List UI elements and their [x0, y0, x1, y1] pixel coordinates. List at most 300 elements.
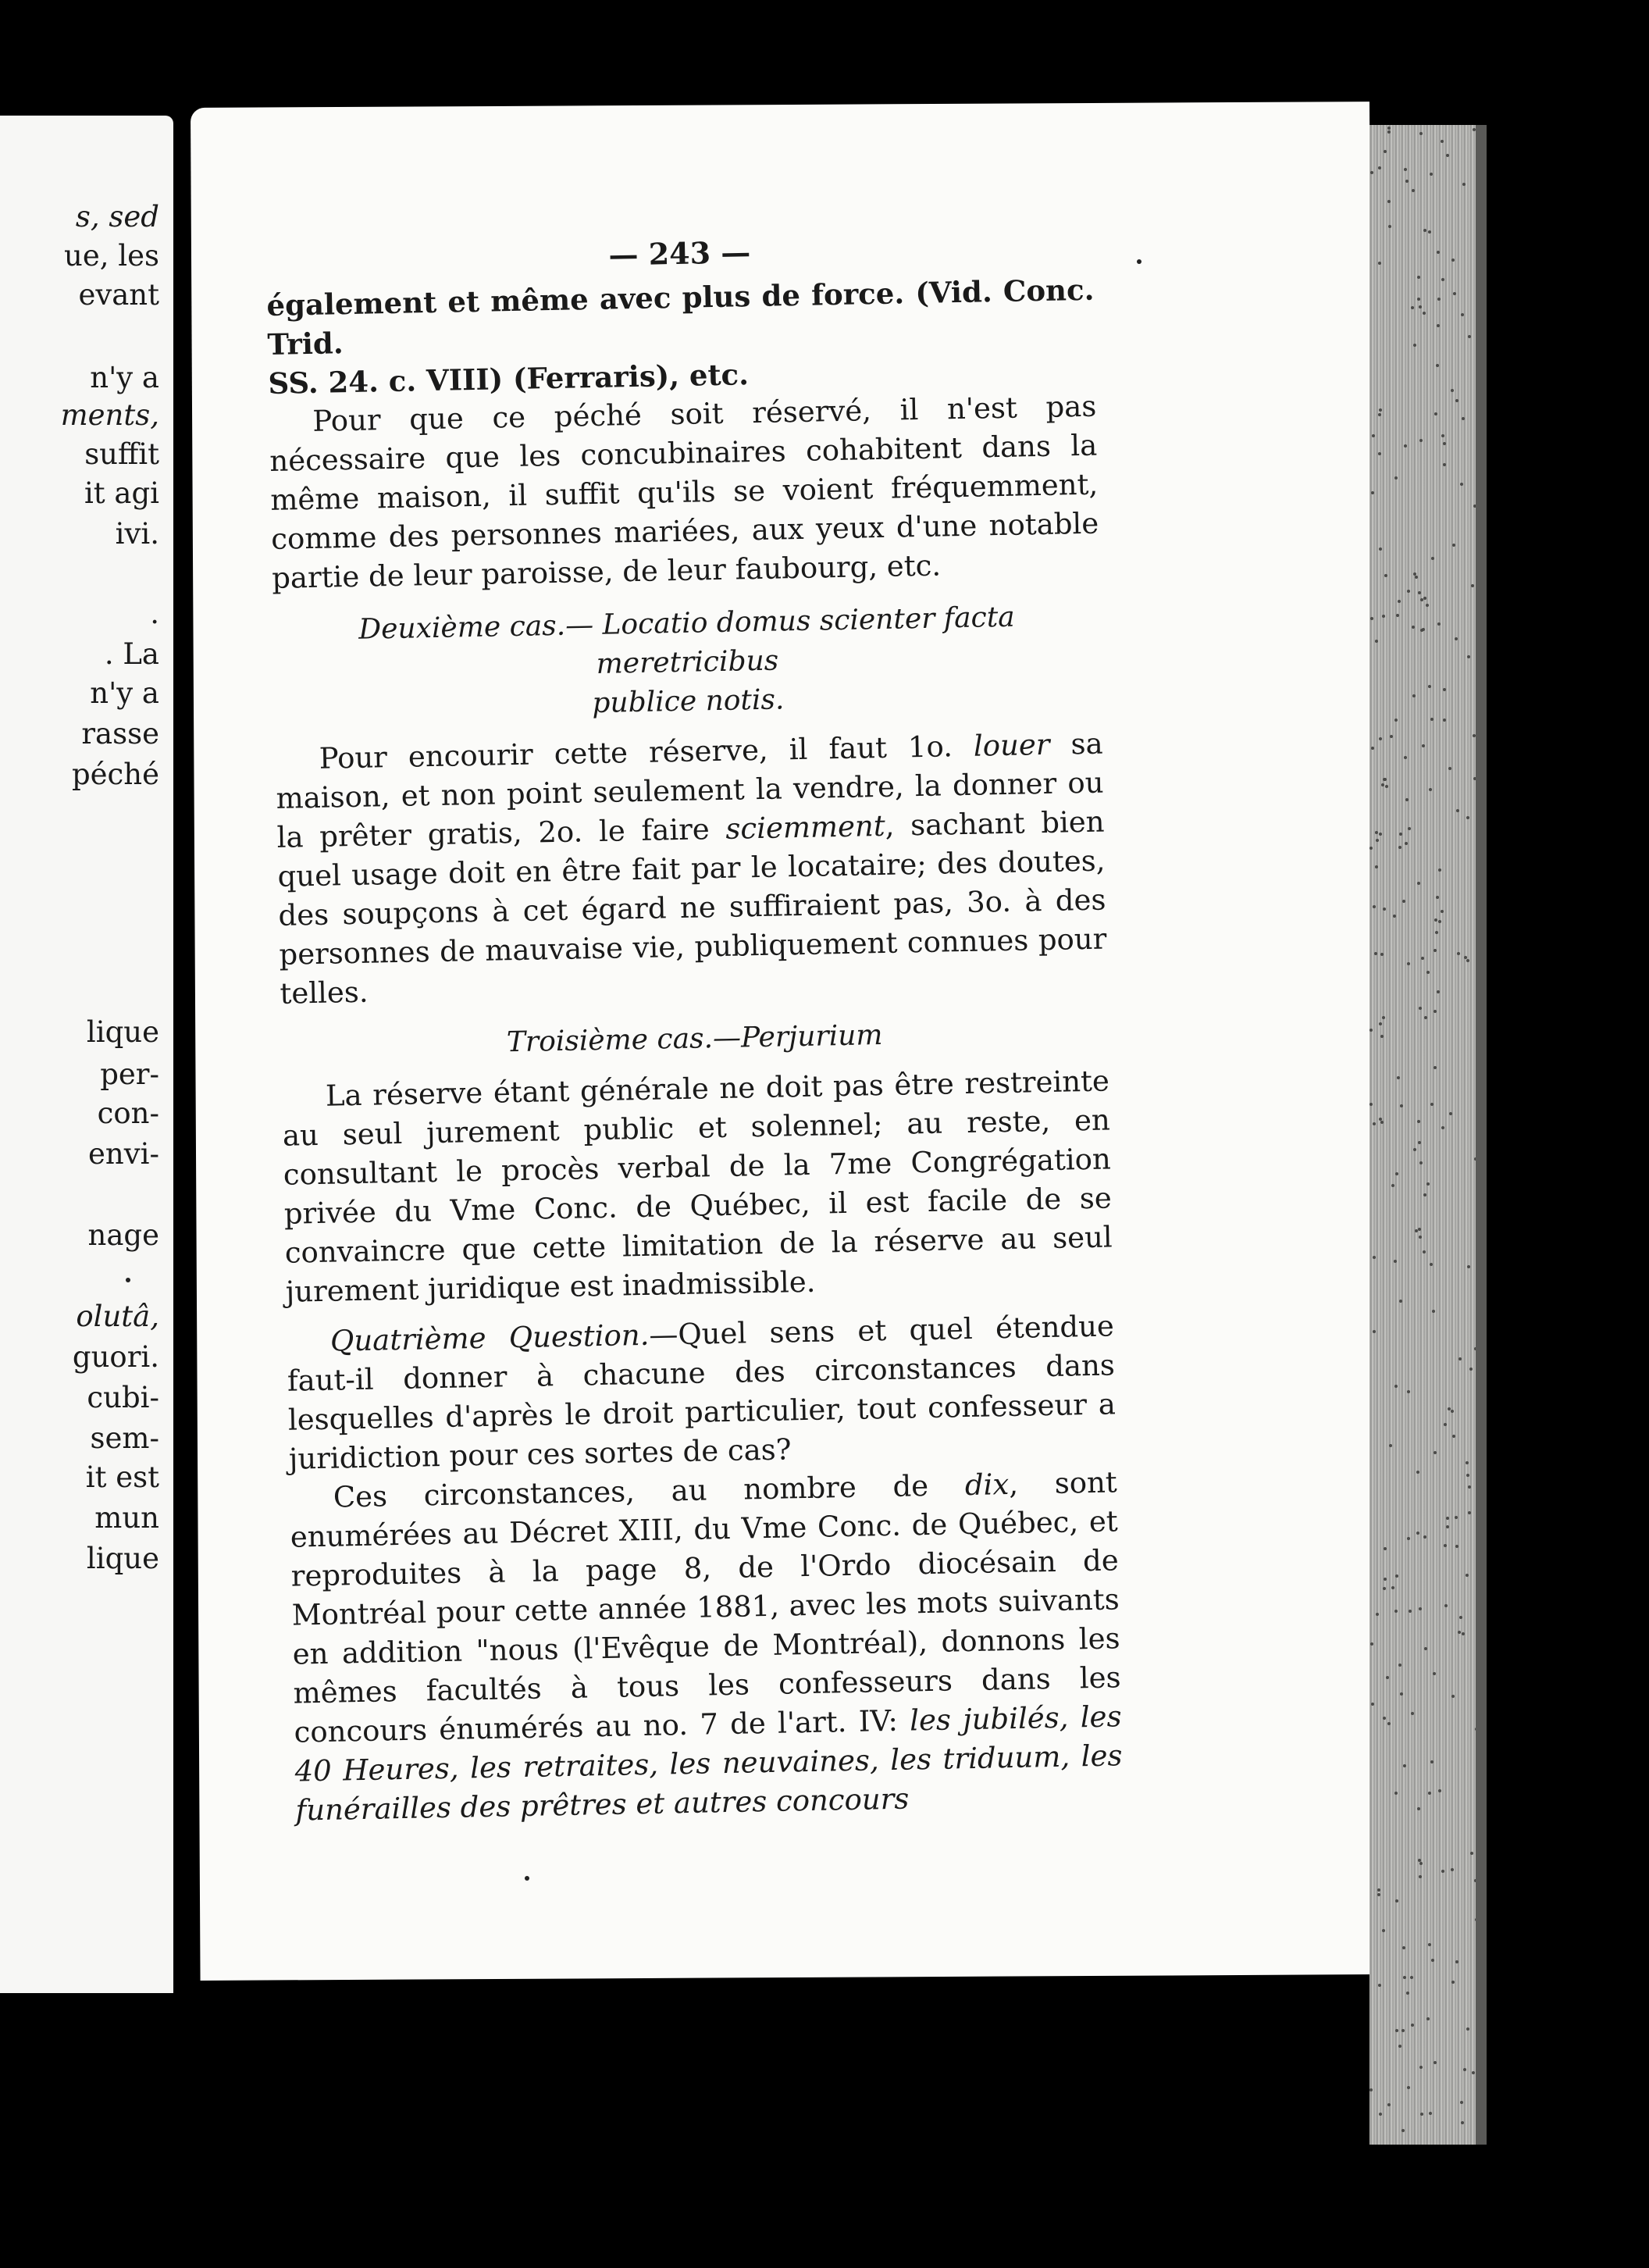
edge-speck — [1409, 1610, 1412, 1613]
paragraph-3-part-b: sa maison, et non point seulement la vendre, la donner ou la prêter gratis, 2o. le faire — [276, 726, 1104, 854]
edge-speck — [1376, 1613, 1379, 1616]
edge-speck — [1430, 1760, 1434, 1763]
edge-speck — [1424, 1647, 1427, 1650]
left-page-fragment: envi- — [88, 1137, 159, 1171]
edge-speck — [1441, 278, 1444, 281]
edge-speck — [1466, 2027, 1469, 2031]
edge-speck — [1394, 476, 1398, 480]
edge-speck — [1373, 1330, 1376, 1333]
edge-speck — [1403, 1764, 1406, 1767]
edge-speck — [1459, 1616, 1462, 1619]
edge-speck — [1448, 1407, 1451, 1410]
edge-speck — [1467, 655, 1470, 658]
edge-speck — [1396, 614, 1399, 617]
edge-speck — [1418, 591, 1421, 594]
paragraph-2: Pour que ce péché soit réservé, il n'est pas nécessaire que les concubinaires cohabitent dans la même maison, il suffit qu'ils se voient fréquemment, comme des personnes mariées, aux yeux d'une notable partie de leur paroisse, de leur faubourg, etc. — [269, 389, 1099, 595]
edge-speck — [1423, 312, 1426, 315]
left-page-fragment: ments, — [60, 398, 159, 432]
edge-speck — [1430, 1263, 1433, 1266]
edge-speck — [1446, 154, 1449, 157]
edge-speck — [1379, 408, 1382, 412]
edge-speck — [1419, 1607, 1422, 1610]
edge-speck — [1455, 1960, 1458, 1963]
edge-speck — [1369, 2088, 1373, 2091]
edge-speck — [1455, 1516, 1458, 1519]
edge-speck — [1468, 335, 1471, 338]
edge-speck — [1430, 1103, 1434, 1106]
left-page-fragment: s, sed — [75, 200, 159, 234]
edge-speck — [1458, 1357, 1462, 1360]
edge-speck — [1369, 1103, 1373, 1106]
edge-speck — [1431, 557, 1434, 560]
edge-speck — [1380, 1121, 1384, 1124]
edge-speck — [1436, 364, 1439, 367]
left-page-fragment: it agi — [84, 476, 159, 510]
edge-speck — [1461, 313, 1464, 316]
edge-speck — [1387, 130, 1391, 134]
edge-speck — [1407, 590, 1410, 593]
heading-deuxieme-cas — [272, 597, 1102, 729]
edge-speck — [1419, 1236, 1422, 1239]
edge-speck — [1466, 816, 1469, 819]
edge-speck — [1434, 918, 1437, 922]
edge-speck — [1462, 1632, 1465, 1635]
edge-speck — [1398, 2045, 1401, 2048]
edge-speck — [1405, 842, 1408, 845]
edge-speck — [1383, 908, 1386, 911]
edge-speck — [1375, 865, 1378, 868]
edge-speck — [1451, 1410, 1454, 1413]
edge-speck — [1384, 150, 1387, 153]
edge-speck — [1451, 259, 1455, 262]
left-page-fragment: n'y a — [90, 676, 159, 710]
edge-speck — [1437, 990, 1440, 993]
left-page-fragment: con- — [97, 1097, 159, 1130]
edge-speck — [1441, 434, 1444, 437]
edge-speck — [1443, 688, 1446, 691]
edge-speck — [1463, 2068, 1466, 2071]
paragraph-3-sciemment: sciemment — [725, 808, 886, 846]
edge-speck — [1378, 1984, 1381, 1987]
edge-speck — [1407, 2086, 1410, 2089]
paragraph-1 — [266, 270, 1096, 403]
edge-speck — [1385, 785, 1388, 788]
left-page-fragment: olutâ, — [76, 1300, 159, 1333]
edge-speck — [1417, 1807, 1420, 1810]
edge-speck — [1467, 1265, 1470, 1268]
edge-speck — [1383, 1717, 1386, 1720]
edge-speck — [1394, 1792, 1398, 1795]
edge-speck — [1382, 615, 1385, 618]
paragraph-1-line-2: SS. 24. c. VIII) (Ferraris), etc. — [268, 357, 750, 401]
left-page-fragment: suffit — [84, 437, 159, 471]
edge-speck — [1387, 2103, 1391, 2106]
edge-speck — [1441, 910, 1444, 913]
edge-speck — [1437, 324, 1440, 327]
edge-speck — [1379, 737, 1382, 740]
edge-speck — [1394, 1385, 1398, 1388]
edge-speck — [1429, 2112, 1432, 2115]
edge-speck — [1426, 2017, 1430, 2020]
paragraph-5-part-b: , sont enumérées au Décret XIII, du Vme Conc. de Québec, et reproduites à la page 8, de l'Ordo diocésain de Montréal pour cette année 1881, avec les mots suivants en addition "nous (l'Evêque de Montréal), donnons les mêmes facultés à tous les confesseurs dans les concours énumérés au no. 7 de l'art. IV: — [290, 1465, 1121, 1749]
paragraph-5-dix: dix — [964, 1467, 1010, 1503]
left-page-fragment: ivi. — [115, 517, 159, 551]
edge-speck — [1460, 2101, 1463, 2104]
edge-speck — [1404, 444, 1407, 448]
edge-speck — [1403, 1976, 1406, 1979]
heading-troisieme-cas: Troisième cas.—Perjurium — [506, 1019, 883, 1059]
edge-speck — [1421, 957, 1424, 960]
edge-speck — [1399, 1300, 1402, 1303]
edge-speck — [1434, 1066, 1437, 1069]
edge-speck — [1401, 2129, 1405, 2132]
edge-speck — [1466, 1461, 1469, 1464]
left-page-fragment: evant — [78, 278, 159, 312]
edge-speck — [1393, 915, 1396, 918]
edge-speck — [1379, 1022, 1382, 1025]
edge-speck — [1418, 1228, 1421, 1231]
edge-speck — [1423, 1250, 1426, 1253]
edge-speck — [1462, 183, 1466, 186]
edge-speck — [1419, 2066, 1423, 2069]
edge-speck — [1469, 1368, 1473, 1371]
edge-speck — [1417, 298, 1420, 301]
edge-speck — [1384, 778, 1387, 781]
paragraph-3-part-c: , sachant bien quel usage doit en être fait par le locataire; des doutes, des soupçons à cet égard ne suffiraient pas, 3o. à des personnes de mauvaise vie, publiquement connues pour telles. — [277, 804, 1107, 1011]
edge-speck — [1395, 1172, 1398, 1175]
edge-speck — [1437, 251, 1440, 254]
edge-speck — [1373, 1256, 1376, 1259]
edge-speck — [1434, 412, 1437, 415]
edge-speck — [1462, 417, 1465, 420]
edge-speck — [1388, 225, 1391, 228]
edge-speck — [1378, 413, 1381, 416]
edge-speck — [1382, 1016, 1385, 1019]
edge-speck — [1434, 949, 1437, 952]
edge-speck — [1457, 952, 1460, 955]
edge-speck — [1376, 839, 1379, 842]
edge-speck — [1399, 833, 1402, 836]
edge-speck — [1441, 140, 1444, 143]
edge-speck — [1419, 1875, 1422, 1878]
edge-speck — [1391, 1586, 1394, 1589]
edge-speck — [1413, 1148, 1416, 1151]
edge-speck — [1412, 189, 1415, 192]
edge-speck — [1470, 1852, 1473, 1855]
edge-speck — [1408, 827, 1411, 830]
edge-speck — [1428, 1792, 1431, 1795]
edge-speck — [1395, 1899, 1398, 1902]
edge-speck — [1394, 1610, 1398, 1613]
edge-speck — [1451, 1868, 1454, 1871]
edge-speck — [1411, 1712, 1414, 1715]
edge-speck — [1411, 2024, 1414, 2027]
edge-speck — [1382, 1929, 1385, 1932]
edge-speck — [1417, 276, 1420, 279]
edge-speck — [1404, 168, 1407, 171]
left-page-fragment: péché — [71, 758, 159, 791]
edge-speck — [1416, 1471, 1419, 1474]
question-4-label: Quatrième Question. — [329, 1318, 650, 1358]
edge-speck — [1413, 344, 1416, 347]
edge-speck — [1384, 1578, 1387, 1581]
edge-speck — [1379, 1118, 1382, 1121]
edge-speck — [1404, 756, 1407, 759]
edge-speck — [1375, 640, 1378, 643]
edge-speck — [1415, 576, 1418, 579]
edge-speck — [1443, 442, 1446, 445]
edge-speck — [1451, 1981, 1455, 1984]
edge-speck — [1401, 2029, 1405, 2032]
left-page-fragment: cubi- — [87, 1381, 159, 1414]
edge-speck — [1444, 1544, 1447, 1547]
edge-speck — [1428, 685, 1431, 688]
edge-speck — [1405, 798, 1409, 801]
edge-speck — [1417, 1120, 1420, 1123]
left-page-fragment: guori. — [72, 1340, 159, 1374]
edge-speck — [1400, 1104, 1403, 1107]
edge-speck — [1370, 171, 1373, 174]
edge-speck — [1419, 1161, 1423, 1164]
edge-speck — [1378, 262, 1381, 265]
edge-speck — [1412, 626, 1415, 629]
edge-speck — [1373, 905, 1376, 908]
edge-speck — [1398, 600, 1401, 603]
edge-speck — [1438, 1789, 1441, 1792]
left-page-fragment: nage — [87, 1218, 159, 1252]
edge-speck — [1452, 1435, 1455, 1438]
edge-speck — [1455, 1545, 1458, 1548]
edge-speck — [1456, 809, 1459, 812]
edge-speck — [1420, 598, 1423, 601]
edge-speck — [1460, 483, 1463, 486]
left-page-fragment: rasse — [81, 717, 159, 751]
edge-speck — [1375, 831, 1378, 834]
edge-speck — [1390, 735, 1393, 738]
edge-speck — [1461, 2121, 1464, 2124]
edge-speck — [1438, 920, 1441, 923]
paragraph-question-4 — [287, 1307, 1117, 1478]
edge-speck — [1380, 1035, 1384, 1038]
edge-speck — [1441, 1126, 1444, 1129]
edge-speck — [1419, 132, 1423, 135]
left-page-fragment: mun — [94, 1501, 159, 1535]
paragraph-3-part-a: Pour encourir cette réserve, il faut 1o. — [319, 729, 974, 776]
edge-speck — [1423, 597, 1426, 600]
edge-speck — [1432, 1310, 1435, 1313]
edge-speck — [1466, 1474, 1469, 1477]
edge-speck — [1407, 1537, 1410, 1540]
edge-speck — [1381, 783, 1384, 786]
edge-speck — [1420, 2113, 1423, 2116]
edge-speck — [1472, 2071, 1475, 2074]
edge-speck — [1412, 694, 1416, 697]
edge-speck — [1455, 399, 1458, 402]
edge-speck — [1395, 1574, 1398, 1578]
page-edge — [1369, 125, 1487, 2145]
paragraph-3 — [275, 725, 1108, 1014]
edge-speck — [1369, 847, 1373, 850]
edge-speck — [1458, 1631, 1461, 1634]
edge-speck — [1400, 1692, 1403, 1696]
edge-speck — [1443, 719, 1446, 722]
edge-speck — [1423, 1535, 1426, 1539]
edge-speck — [1389, 1444, 1392, 1447]
edge-speck — [1395, 2029, 1398, 2032]
edge-speck — [1446, 1517, 1449, 1520]
edge-speck — [1446, 1525, 1449, 1528]
edge-speck — [1455, 637, 1458, 640]
edge-speck — [1468, 1511, 1471, 1514]
edge-speck — [1416, 1532, 1419, 1535]
paragraph-5 — [289, 1463, 1123, 1830]
edge-speck — [1444, 1423, 1447, 1426]
ink-speck — [1137, 259, 1141, 264]
edge-speck — [1391, 1184, 1394, 1187]
paragraph-3-louer: louer — [973, 727, 1050, 763]
edge-speck — [1377, 1893, 1380, 1896]
edge-speck — [1423, 229, 1426, 232]
edge-speck — [1377, 1888, 1380, 1892]
edge-speck — [1422, 744, 1425, 747]
edge-speck — [1426, 971, 1430, 974]
edge-speck — [1426, 1182, 1430, 1186]
edge-speck — [1379, 2113, 1382, 2116]
left-page-fragment: sem- — [90, 1421, 159, 1455]
edge-speck — [1449, 1112, 1452, 1115]
edge-speck — [1383, 1587, 1386, 1590]
edge-speck — [1370, 617, 1373, 620]
edge-speck — [1443, 463, 1446, 466]
edge-speck — [1371, 747, 1374, 750]
edge-speck — [1434, 1010, 1437, 1013]
edge-speck — [1430, 718, 1434, 721]
edge-speck — [1402, 1946, 1405, 1949]
edge-speck — [1394, 719, 1398, 722]
edge-speck — [1410, 1976, 1413, 1979]
edge-speck — [1374, 952, 1377, 955]
edge-speck — [1378, 166, 1381, 169]
edge-speck — [1398, 1664, 1401, 1667]
edge-speck — [1419, 305, 1422, 308]
edge-speck — [1424, 1016, 1427, 1019]
edge-speck — [1407, 962, 1410, 965]
left-page-fragment: lique — [86, 1015, 159, 1049]
edge-speck — [1423, 1193, 1426, 1196]
edge-speck — [1420, 629, 1423, 632]
edge-speck — [1430, 173, 1433, 176]
edge-speck — [1379, 547, 1382, 551]
left-page-fragment: . — [150, 597, 159, 630]
edge-speck — [1438, 868, 1441, 872]
edge-speck — [1451, 1695, 1455, 1698]
paragraph-1-line-1: également et même avec plus de force. (Vid. Conc. Trid. — [266, 272, 1095, 362]
edge-speck — [1378, 452, 1381, 455]
edge-speck — [1386, 1676, 1389, 1679]
paragraph-4: La réserve étant générale ne doit pas être restreinte au seul jurement public et solennel; au reste, en consultant le procès verbal de la 7me Congrégation privée du Vme Conc. de Québec, il est facile de se convaincre que cette limitation de la réserve au seul jurement juridique est inadmissible. — [282, 1064, 1113, 1309]
edge-speck — [1444, 1604, 1448, 1607]
edge-speck — [1436, 896, 1439, 899]
edge-speck — [1428, 1943, 1431, 1946]
paragraph-5-part-a: Ces circonstances, au nombre de — [333, 1468, 966, 1514]
question-4-text: —Quel sens et quel étendue faut-il donner à chacune des circonstances dans lesquelles d'après le droit particulier, tout confesseur a juridiction pour ces sortes de cas? — [287, 1309, 1117, 1476]
edge-speck — [1370, 1642, 1373, 1646]
edge-speck — [1371, 491, 1374, 494]
left-page-fragment: it est — [85, 1460, 159, 1494]
edge-speck — [1387, 200, 1391, 203]
edge-speck — [1419, 1007, 1422, 1010]
edge-speck — [1448, 767, 1451, 770]
edge-speck — [1419, 1862, 1423, 1865]
page-number: — 243 — — [608, 234, 751, 273]
edge-speck — [1369, 1029, 1373, 1032]
edge-speck — [1433, 1672, 1436, 1675]
edge-speck — [1464, 956, 1467, 959]
paragraph-5-italic: les jubilés, les 40 Heures, les retraites, les neuvaines, les triduum, les funérailles des prêtres et autres concours — [294, 1699, 1123, 1828]
edge-speck — [1434, 1451, 1437, 1454]
ink-speck — [126, 1278, 130, 1282]
edge-speck — [1397, 1076, 1400, 1079]
edge-speck — [1429, 788, 1432, 791]
edge-speck — [1471, 584, 1474, 587]
left-page-fragment: . La — [104, 637, 159, 671]
edge-speck — [1407, 1390, 1410, 1393]
edge-speck — [1426, 604, 1429, 607]
edge-speck — [1437, 298, 1441, 301]
edge-speck — [1441, 1870, 1444, 1873]
heading-deuxieme-line-2: publice notis. — [592, 683, 785, 720]
edge-speck — [1466, 959, 1469, 962]
edge-speck — [1406, 1992, 1409, 1995]
edge-speck — [1452, 544, 1455, 547]
edge-speck — [1437, 622, 1441, 626]
edge-speck — [1428, 230, 1431, 234]
heading-deuxieme-line-1: Deuxième cas.— Locatio domus scienter facta meretricibus — [358, 601, 1016, 680]
left-page-fragment: lique — [86, 1542, 159, 1575]
edge-speck — [1402, 900, 1405, 903]
edge-speck — [1373, 1122, 1376, 1125]
left-page — [0, 116, 173, 1993]
edge-speck — [1380, 953, 1384, 956]
edge-speck — [1372, 434, 1375, 437]
edge-speck — [1384, 574, 1387, 577]
page-edge-shadow — [1476, 125, 1487, 2145]
edge-speck — [1451, 389, 1454, 392]
edge-speck — [1431, 1959, 1434, 1962]
left-page-fragment: per- — [100, 1057, 159, 1091]
edge-speck — [1371, 1703, 1374, 1706]
ink-speck — [525, 1876, 529, 1881]
edge-speck — [1466, 1574, 1469, 1577]
page-text — [265, 226, 1124, 1831]
edge-speck — [1453, 292, 1456, 295]
left-page-fragment: n'y a — [90, 361, 159, 394]
edge-speck — [1434, 2061, 1437, 2064]
edge-speck — [1398, 846, 1401, 849]
edge-speck — [1419, 439, 1423, 442]
edge-speck — [1394, 1260, 1397, 1263]
edge-speck — [1387, 127, 1391, 130]
edge-speck — [1411, 306, 1414, 309]
edge-speck — [1405, 180, 1409, 183]
edge-speck — [1435, 931, 1438, 934]
edge-speck — [1468, 1485, 1471, 1489]
edge-speck — [1418, 1141, 1421, 1144]
left-page-fragment: ue, les — [64, 239, 159, 273]
edge-speck — [1417, 882, 1420, 885]
edge-speck — [1384, 1547, 1387, 1550]
edge-speck — [1387, 1722, 1391, 1725]
